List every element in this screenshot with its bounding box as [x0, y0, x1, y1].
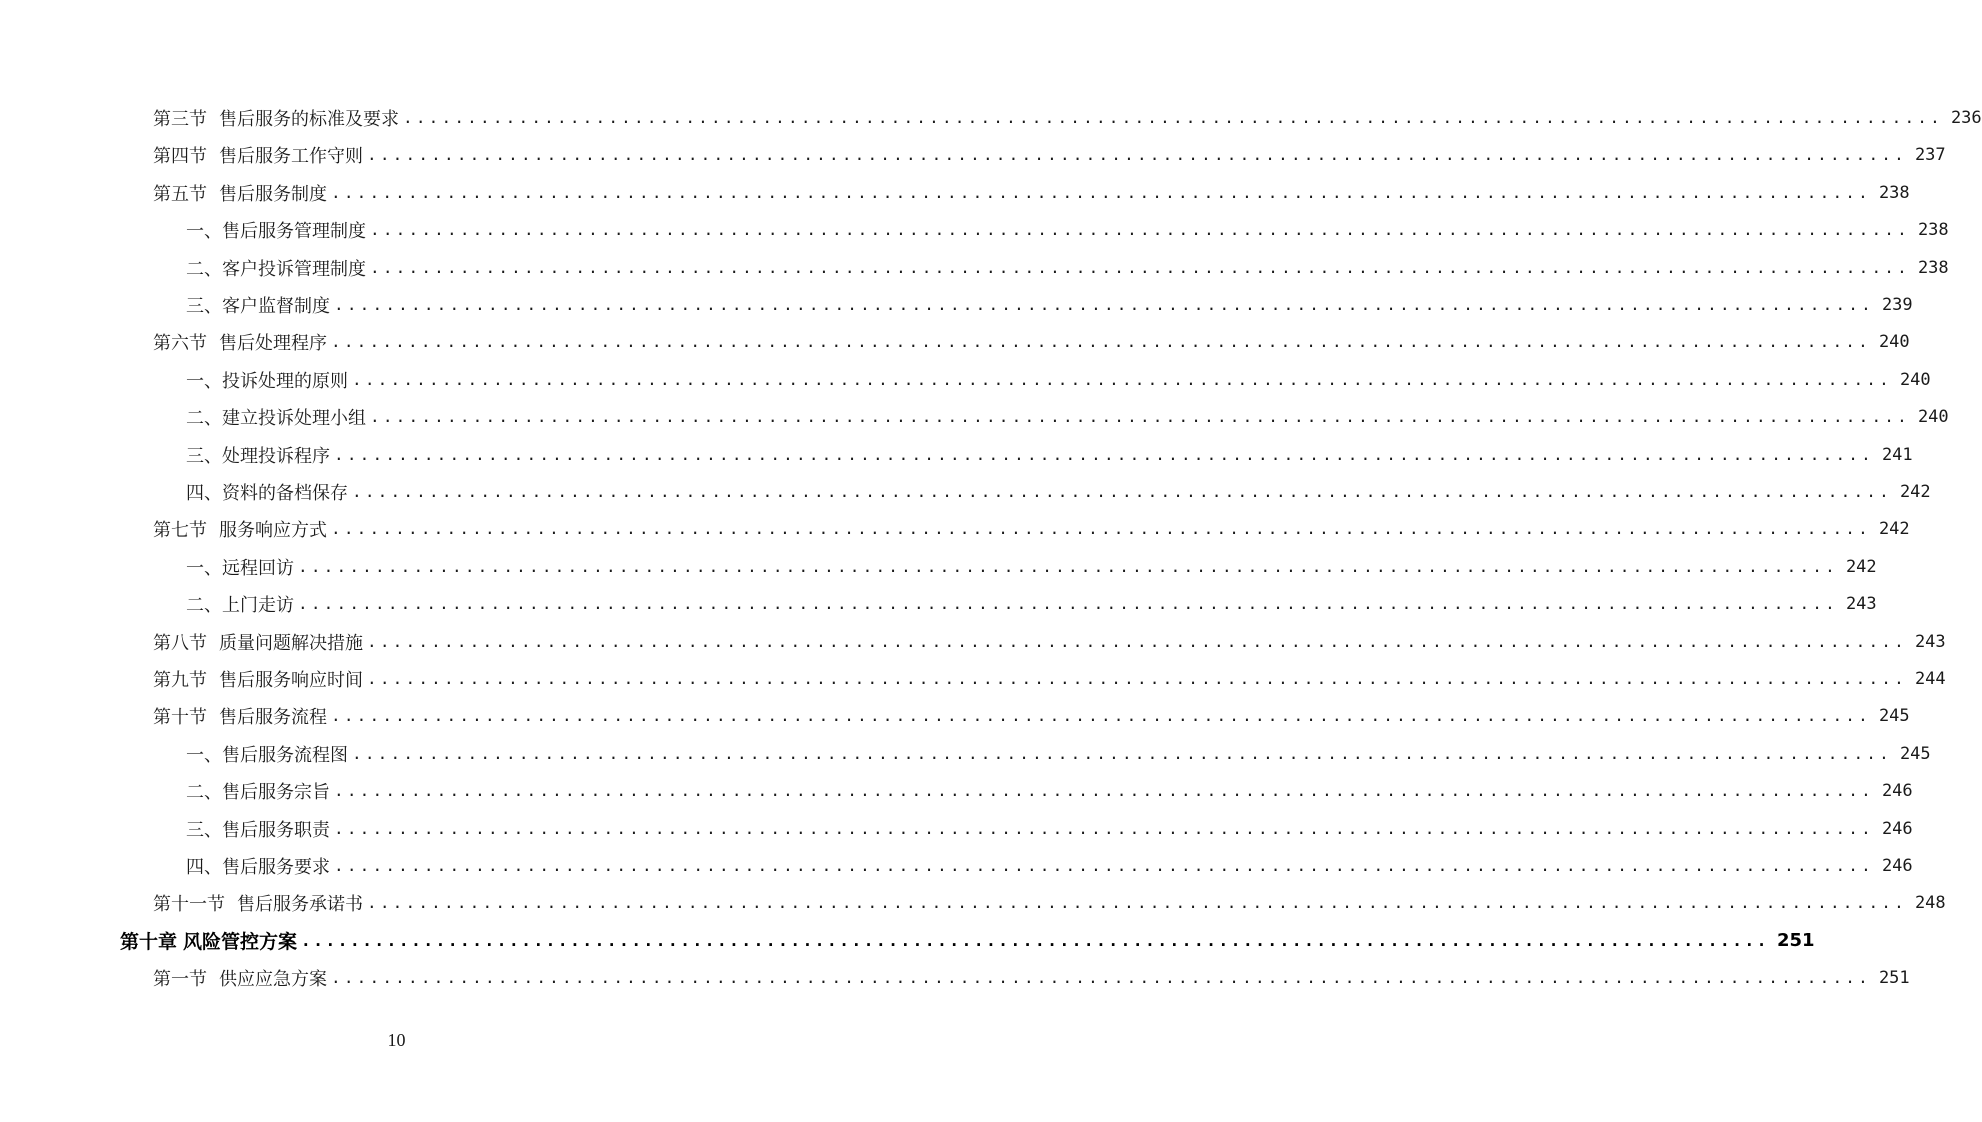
- toc-entry-label: [153, 890, 363, 916]
- toc-entry-section[interactable]: [153, 102, 1982, 134]
- toc-entry-title: 售后服务制度: [219, 183, 327, 205]
- toc-entry-title: 服务响应方式: [219, 520, 327, 542]
- toc-entry-prefix: 第九节: [153, 670, 207, 691]
- toc-entry-chapter[interactable]: [120, 925, 1815, 957]
- toc-entry-label: [153, 516, 327, 542]
- dot-leader: ........................................................................................................................: [334, 781, 1874, 801]
- dot-leader: ........................................................................................................................: [298, 556, 1838, 576]
- dot-leader: ........................................................................................................................: [331, 182, 1871, 202]
- toc-entry-prefix: 二、: [186, 782, 222, 804]
- toc-entry-page: 239: [1881, 295, 1913, 315]
- toc-entry-title: 售后服务管理制度: [222, 221, 366, 243]
- toc-entry-item[interactable]: [186, 401, 1949, 433]
- toc-entry-title: 售后服务要求: [222, 857, 330, 878]
- toc-entry-prefix: 第十一节: [153, 894, 225, 916]
- toc-entry-item[interactable]: [186, 364, 1931, 396]
- toc-entry-page: 238: [1917, 257, 1949, 278]
- toc-entry-label: [153, 142, 363, 168]
- toc-entry-title: 售后服务流程: [219, 707, 327, 729]
- toc-entry-title: 资料的备档保存: [222, 483, 348, 504]
- toc-entry-prefix: 四、: [186, 483, 222, 504]
- dot-leader: ........................................................................................................................: [370, 407, 1910, 427]
- dot-leader: ........................................................................................................................: [331, 706, 1871, 726]
- toc-entry-section[interactable]: [153, 887, 1946, 919]
- toc-entry-page: 251: [1776, 930, 1815, 952]
- dot-leader: ........................................................................................................................: [367, 669, 1907, 688]
- toc-entry-section[interactable]: [153, 326, 1910, 358]
- toc-entry-page: 244: [1914, 669, 1946, 689]
- toc-entry-prefix: 一、: [186, 744, 222, 766]
- toc-entry-label: [186, 853, 330, 879]
- toc-entry-page: 243: [1914, 631, 1946, 652]
- toc-entry-section[interactable]: [153, 962, 1910, 994]
- toc-entry-prefix: 三、: [186, 296, 222, 317]
- toc-entry-prefix: 一、: [186, 221, 222, 243]
- toc-entry-title: 售后处理程序: [219, 333, 327, 355]
- toc-entry-title: 风险管控方案: [183, 931, 298, 954]
- toc-entry-label: [153, 180, 327, 206]
- toc-entry-item[interactable]: [186, 588, 1877, 620]
- toc-entry-label: [153, 629, 363, 655]
- dot-leader: ........................................................................................................................: [352, 743, 1892, 763]
- toc-entry-prefix: 第十节: [153, 707, 207, 729]
- toc-entry-prefix: 三、: [186, 819, 222, 841]
- toc-entry-prefix: 二、: [186, 408, 222, 430]
- toc-entry-item[interactable]: [186, 813, 1913, 845]
- toc-entry-page: 236: [1950, 108, 1982, 128]
- toc-entry-title: 售后服务响应时间: [219, 670, 363, 691]
- dot-leader: ........................................................................................................................: [331, 519, 1871, 539]
- dot-leader: ........................................................................................................................: [301, 930, 1769, 950]
- toc-entry-page: 245: [1878, 706, 1910, 727]
- toc-entry-title: 投诉处理的原则: [222, 370, 348, 392]
- toc-entry-title: 处理投诉程序: [222, 445, 330, 467]
- toc-entry-label: [186, 778, 330, 804]
- toc-entry-title: 质量问题解决措施: [219, 632, 363, 654]
- toc-entry-section[interactable]: [153, 700, 1910, 732]
- toc-entry-page: 241: [1881, 444, 1913, 465]
- toc-entry-page: 240: [1899, 369, 1931, 390]
- toc-entry-page: 238: [1917, 220, 1949, 241]
- toc-entry-prefix: 三、: [186, 445, 222, 467]
- toc-entry-item[interactable]: [186, 775, 1913, 807]
- toc-entry-label: [186, 554, 294, 580]
- toc-entry-item[interactable]: [186, 738, 1931, 770]
- toc-entry-section[interactable]: [153, 663, 1946, 695]
- toc-entry-prefix: 二、: [186, 595, 222, 617]
- dot-leader: ........................................................................................................................: [331, 332, 1871, 352]
- toc-entry-label: [186, 367, 348, 393]
- toc-entry-prefix: 第四节: [153, 146, 207, 168]
- toc-entry-item[interactable]: [186, 850, 1913, 882]
- toc-entry-label: [186, 404, 366, 430]
- toc-entry-title: 售后服务工作守则: [219, 146, 363, 168]
- toc-entry-page: 246: [1881, 781, 1913, 802]
- toc-entry-item[interactable]: [186, 214, 1949, 246]
- dot-leader: ........................................................................................................................: [331, 968, 1871, 988]
- toc-entry-section[interactable]: [153, 139, 1946, 171]
- toc-entry-page: 251: [1878, 968, 1910, 989]
- toc-entry-prefix: 第六节: [153, 333, 207, 355]
- toc-entry-prefix: 第七节: [153, 520, 207, 542]
- toc-entry-prefix: 一、: [186, 370, 222, 392]
- dot-leader: ........................................................................................................................: [367, 893, 1907, 913]
- toc-entry-section[interactable]: [153, 513, 1910, 545]
- toc-entry-prefix: 二、: [186, 258, 222, 280]
- dot-leader: ........................................................................................................................: [352, 482, 1892, 501]
- toc-entry-label: [186, 816, 330, 842]
- toc-entry-label: [186, 442, 330, 468]
- toc-entry-item[interactable]: [186, 476, 1931, 508]
- toc-entry-title: 售后服务宗旨: [222, 782, 330, 804]
- toc-entry-title: 上门走访: [222, 595, 294, 617]
- toc-entry-label: [153, 965, 327, 991]
- dot-leader: ........................................................................................................................: [370, 257, 1910, 277]
- dot-leader: ........................................................................................................................: [352, 369, 1892, 389]
- toc-entry-page: 242: [1878, 519, 1910, 540]
- toc-entry-page: 248: [1914, 893, 1946, 914]
- toc-entry-title: 售后服务的标准及要求: [219, 109, 399, 130]
- dot-leader: ........................................................................................................................: [367, 631, 1907, 651]
- dot-leader: ........................................................................................................................: [370, 220, 1910, 240]
- toc-entry-label: [120, 927, 297, 954]
- toc-entry-item[interactable]: [186, 551, 1877, 583]
- toc-entry-page: 242: [1845, 556, 1877, 577]
- toc-entry-label: [186, 591, 294, 617]
- toc-entry-page: 242: [1899, 482, 1931, 502]
- toc-entry-page: 237: [1914, 145, 1946, 166]
- dot-leader: ........................................................................................................................: [334, 295, 1874, 314]
- toc-entry-title: 售后服务职责: [222, 819, 330, 841]
- toc-entry-page: 240: [1917, 407, 1949, 428]
- toc-entry-title: 客户监督制度: [222, 296, 330, 317]
- toc-entry-prefix: 第五节: [153, 183, 207, 205]
- toc-entry-page: 246: [1881, 818, 1913, 839]
- toc-entry-section[interactable]: [153, 177, 1910, 209]
- toc-entry-label: [186, 217, 366, 243]
- dot-leader: ........................................................................................................................: [367, 145, 1907, 165]
- toc-entry-title: 售后服务承诺书: [237, 894, 363, 916]
- toc-entry-item[interactable]: [186, 439, 1913, 471]
- toc-entry-page: 238: [1878, 182, 1910, 203]
- toc-entry-label: [153, 329, 327, 355]
- toc-entry-title: 客户投诉管理制度: [222, 258, 366, 280]
- toc-entry-label: [186, 255, 366, 281]
- toc-entry-prefix: 第三节: [153, 109, 207, 130]
- toc-entry-item[interactable]: [186, 289, 1913, 321]
- dot-leader: ........................................................................................................................: [334, 444, 1874, 464]
- toc-entry-page: 245: [1899, 743, 1931, 764]
- toc-entry-label: [153, 666, 363, 692]
- dot-leader: ........................................................................................................................: [334, 856, 1874, 875]
- toc-entry-page: 240: [1878, 332, 1910, 353]
- toc-entry-label: [186, 741, 348, 767]
- toc-entry-page: 246: [1881, 856, 1913, 876]
- toc-entry-label: [153, 105, 399, 131]
- toc-entry-title: 建立投诉处理小组: [222, 408, 366, 430]
- toc-entry-prefix: 四、: [186, 857, 222, 878]
- toc-entry-title: 远程回访: [222, 557, 294, 579]
- toc-entry-prefix: 第一节: [153, 969, 207, 991]
- dot-leader: ........................................................................................................................: [298, 594, 1838, 614]
- toc-entry-prefix: 第十章: [120, 931, 178, 954]
- dot-leader: ........................................................................................................................: [403, 108, 1943, 127]
- toc-entry-item[interactable]: [186, 252, 1949, 284]
- dot-leader: ........................................................................................................................: [334, 818, 1874, 838]
- toc-entry-label: [186, 479, 348, 505]
- footer-page-number: 10: [387, 1030, 406, 1050]
- toc-entry-title: 售后服务流程图: [222, 744, 348, 766]
- toc-entry-prefix: 第八节: [153, 632, 207, 654]
- toc-entry-label: [186, 292, 330, 318]
- toc-entry-page: 243: [1845, 594, 1877, 615]
- toc-entry-section[interactable]: [153, 626, 1946, 658]
- toc-entry-title: 供应应急方案: [219, 969, 327, 991]
- toc-entry-prefix: 一、: [186, 557, 222, 579]
- toc-entry-label: [153, 703, 327, 729]
